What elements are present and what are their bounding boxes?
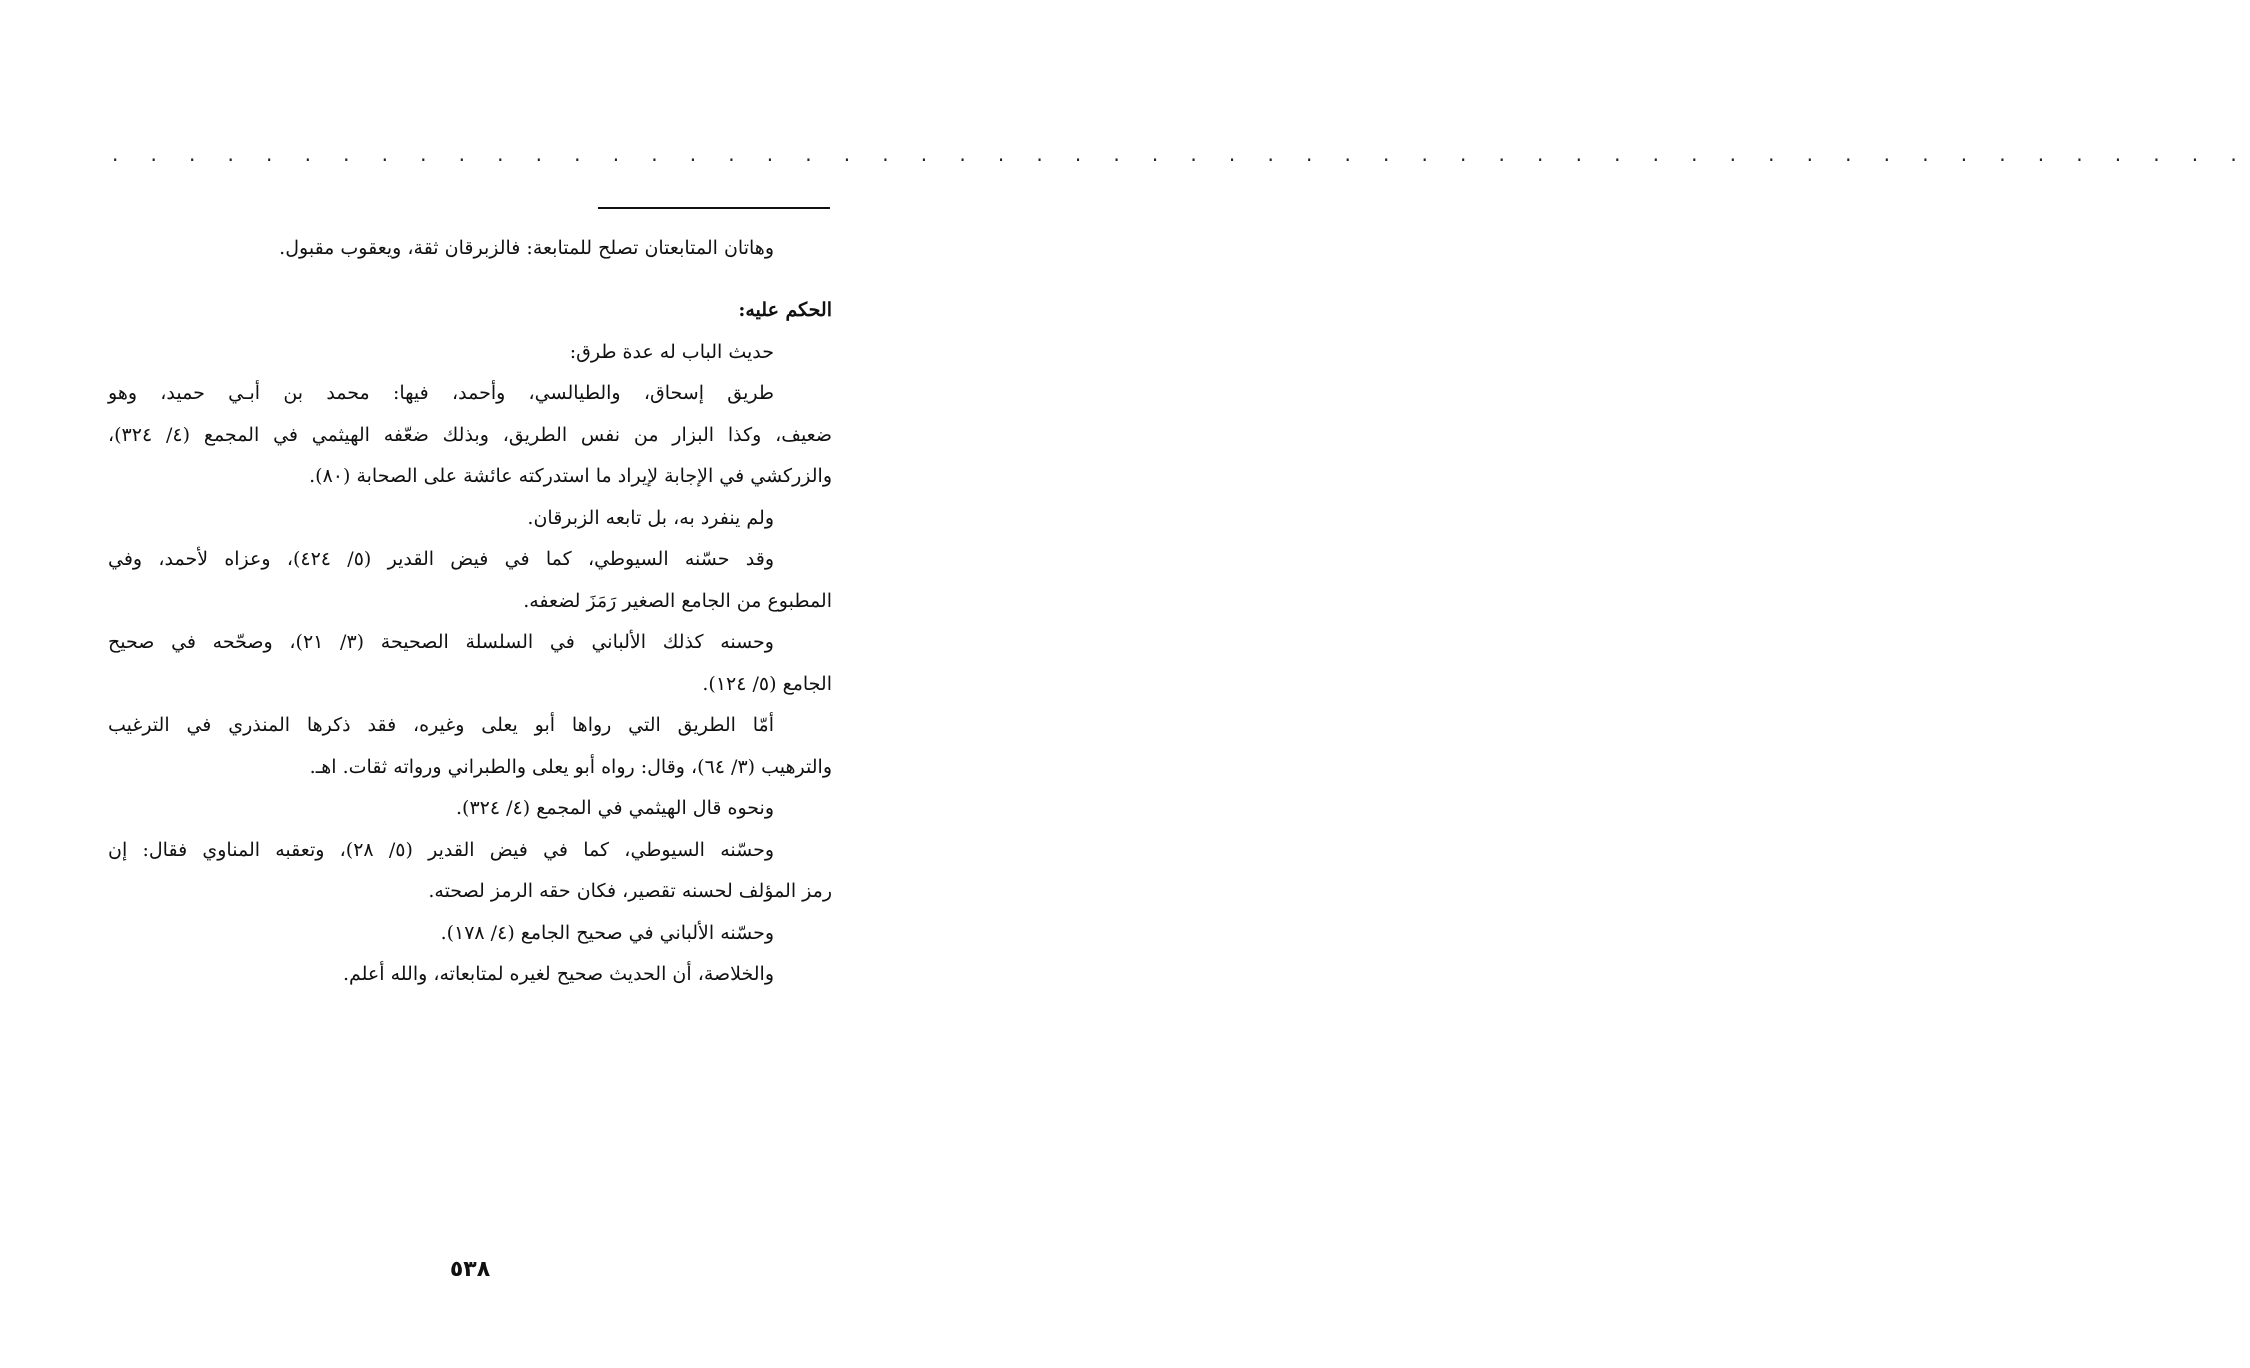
text-line: ونحوه قال الهيثمي في المجمع (٤/ ٣٢٤). xyxy=(456,797,774,819)
text-line: أمّا الطريق التي رواها أبو يعلى وغيره، فقد ذكرها المنذري في الترغيب xyxy=(108,714,774,736)
text-line: وحسّنه الألباني في صحيح الجامع (٤/ ١٧٨). xyxy=(440,921,774,944)
section-heading: الحكم عليه: xyxy=(738,299,832,321)
text-line: والخلاصة، أن الحديث صحيح لغيره لمتابعاته، والله أعلم. xyxy=(342,963,774,985)
text-line: الجامع (٥/ ١٢٤). xyxy=(702,672,832,695)
footnote-text xyxy=(108,228,832,270)
footnote-line: وهاتان المتابعتان تصلح للمتابعة: فالزبرقان ثقة، ويعقوب مقبول. xyxy=(279,237,774,259)
text-line: وحسنه كذلك الألباني في السلسلة الصحيحة (٣/ ٢١)، وصحّحه في صحيح xyxy=(108,631,774,653)
text-line: والترهيب (٣/ ٦٤)، وقال: رواه أبو يعلى والطبراني ورواته ثقات. اهـ. xyxy=(309,755,832,778)
text-line: ضعيف، وكذا البزار من نفس الطريق، وبذلك ضعّفه الهيثمي في المجمع (٤/ ٣٢٤)، xyxy=(108,423,832,446)
text-line: طريق إسحاق، والطيالسي، وأحمد، فيها: محمد بن أبـي حميد، وهو xyxy=(108,382,774,404)
dotted-separator: . . . . . . . . . . . . . . . . . . . . . . . . . . . . . . . . . . . . . . . . . . . . . . . . . . . . . . . . xyxy=(112,142,2250,166)
page-number: ٥٣٨ xyxy=(449,1257,491,1282)
text-line: وقد حسّنه السيوطي، كما في فيض القدير (٥/ ٤٢٤)، وعزاه لأحمد، وفي xyxy=(108,548,774,570)
text-line: حديث الباب له عدة طرق: xyxy=(569,340,774,363)
text-line: والزركشي في الإجابة لإيراد ما استدركته عائشة على الصحابة (٨٠). xyxy=(309,465,832,487)
text-line: المطبوع من الجامع الصغير رَمَزَ لضعفه. xyxy=(523,589,832,612)
text-line: وحسّنه السيوطي، كما في فيض القدير (٥/ ٢٨)، وتعقبه المناوي فقال: إن xyxy=(108,838,774,861)
text-line: رمز المؤلف لحسنه تقصير، فكان حقه الرمز لصحته. xyxy=(428,880,832,902)
text-line: ولم ينفرد به، بل تابعه الزبرقان. xyxy=(527,506,774,529)
footnote-rule xyxy=(598,207,830,209)
ruling-section xyxy=(108,290,832,996)
